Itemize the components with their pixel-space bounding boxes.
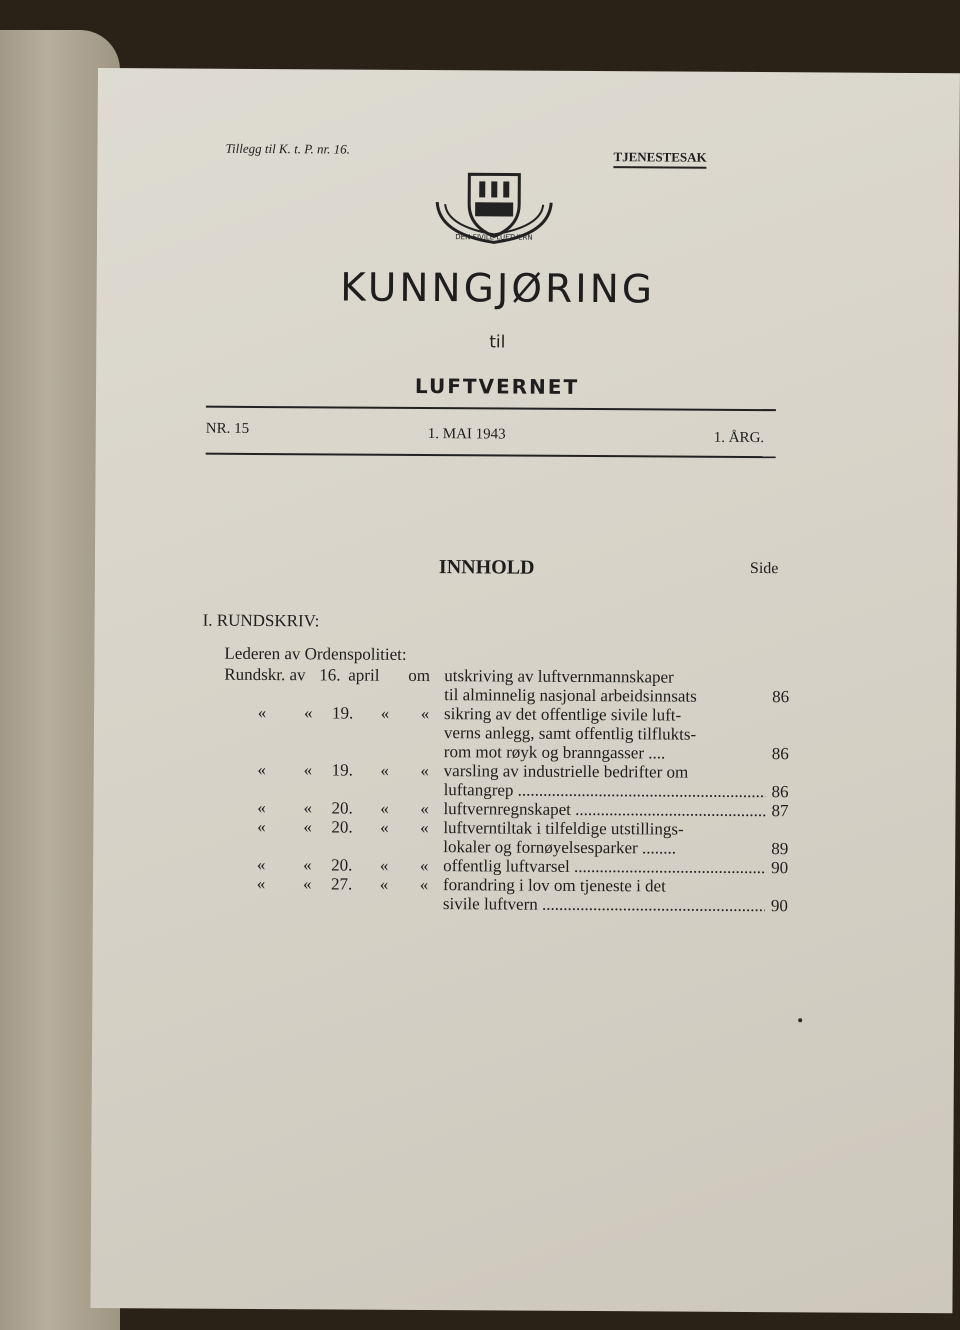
toc-ditto: «: [380, 703, 390, 723]
toc-text: lokaler og fornøyelsesparker ........: [443, 837, 677, 858]
toc-ditto: «: [257, 816, 266, 837]
toc-text: rom mot røyk og branngasser ....: [443, 742, 666, 763]
toc-ditto: «: [303, 855, 312, 875]
toc-text: utskriving av luftvernmannskaper: [444, 666, 674, 687]
toc-page: 87: [771, 801, 789, 821]
toc-ditto: «: [302, 874, 312, 894]
toc-text: verns anlegg, samt offentlig tilflukts-: [443, 723, 697, 744]
toc-ditto: «: [380, 760, 390, 780]
toc-page: 86: [772, 687, 790, 707]
title-connector: til: [489, 332, 506, 353]
toc-day: 19.: [332, 703, 354, 723]
toc-text: offentlig luftvarsel .....: [443, 856, 765, 877]
toc-page: 90: [770, 896, 788, 916]
toc-ditto: «: [257, 702, 267, 723]
toc-om: om: [408, 665, 431, 686]
toc-ditto: «: [257, 759, 267, 780]
toc-ditto: «: [379, 855, 389, 875]
toc-text: luftangrep .....: [444, 780, 766, 801]
toc-day: 27.: [330, 874, 353, 894]
luftvern-emblem-icon: [429, 164, 559, 247]
document-title: KUNNGJØRING: [340, 265, 656, 313]
section-heading: I. RUNDSKRIV:: [202, 610, 320, 631]
toc-ditto: «: [420, 760, 430, 781]
toc-page: 86: [771, 744, 789, 764]
document-subtitle: LUFTVERNET: [414, 373, 580, 399]
toc-day: 20.: [331, 798, 353, 818]
toc-day: 19.: [331, 760, 354, 780]
toc-text: sikring av det offentlige sivile luft-: [444, 704, 682, 725]
toc-ditto: «: [380, 817, 389, 837]
toc-ditto: «: [256, 854, 266, 875]
toc-ditto: «: [420, 798, 429, 819]
toc-ditto: «: [257, 797, 266, 818]
header-rule-top: [206, 406, 776, 411]
page-column-label: Side: [749, 559, 779, 578]
toc-ditto: «: [419, 874, 429, 895]
volume-year: 1. ÅRG.: [713, 429, 765, 447]
issue-number: NR. 15: [205, 420, 250, 437]
issuer-line: Lederen av Ordenspolitiet:: [224, 643, 407, 664]
toc-month: april: [348, 665, 380, 685]
toc-day: 16.: [319, 665, 341, 685]
toc-ditto: «: [420, 817, 429, 838]
toc-ditto: «: [420, 703, 430, 724]
toc-ditto: «: [380, 798, 389, 818]
toc-prefix: Rundskr. av: [224, 664, 306, 685]
toc-ditto: «: [303, 817, 312, 837]
toc-page: 86: [771, 782, 789, 802]
toc-ditto: «: [304, 703, 313, 723]
toc-day: 20.: [331, 855, 353, 875]
header-rule-bottom: [206, 453, 776, 458]
toc-text: luftverntiltak i tilfeldige utstillings-: [443, 818, 684, 839]
toc-text: til alminnelig nasjonal arbeidsinnsats: [444, 685, 697, 706]
toc-ditto: «: [256, 873, 266, 894]
toc-ditto: «: [303, 760, 313, 780]
toc-page: 89: [771, 839, 789, 859]
paper-speck: [798, 1018, 802, 1022]
toc-ditto: «: [379, 874, 389, 894]
supplement-note: Tillegg til K. t. P. nr. 16.: [225, 140, 350, 157]
toc-ditto: «: [303, 798, 313, 818]
toc-text: sivile luftvern .....: [443, 894, 765, 915]
toc-text: varsling av industrielle bedrifter om: [443, 761, 689, 782]
toc-ditto: «: [419, 855, 429, 876]
svg-text:DEN SIVILE LUFTVERN: DEN SIVILE LUFTVERN: [455, 233, 533, 242]
official-stamp: TJENESTESAK: [613, 149, 706, 169]
issue-date: 1. MAI 1943: [427, 426, 506, 443]
toc-day: 20.: [331, 817, 353, 837]
document-page: [90, 68, 960, 1313]
toc-text: luftvernregnskapet .....: [443, 799, 765, 820]
toc-page: 90: [771, 858, 789, 878]
toc-text: forandring i lov om tjeneste i det: [442, 875, 666, 896]
contents-heading: INNHOLD: [438, 556, 535, 579]
